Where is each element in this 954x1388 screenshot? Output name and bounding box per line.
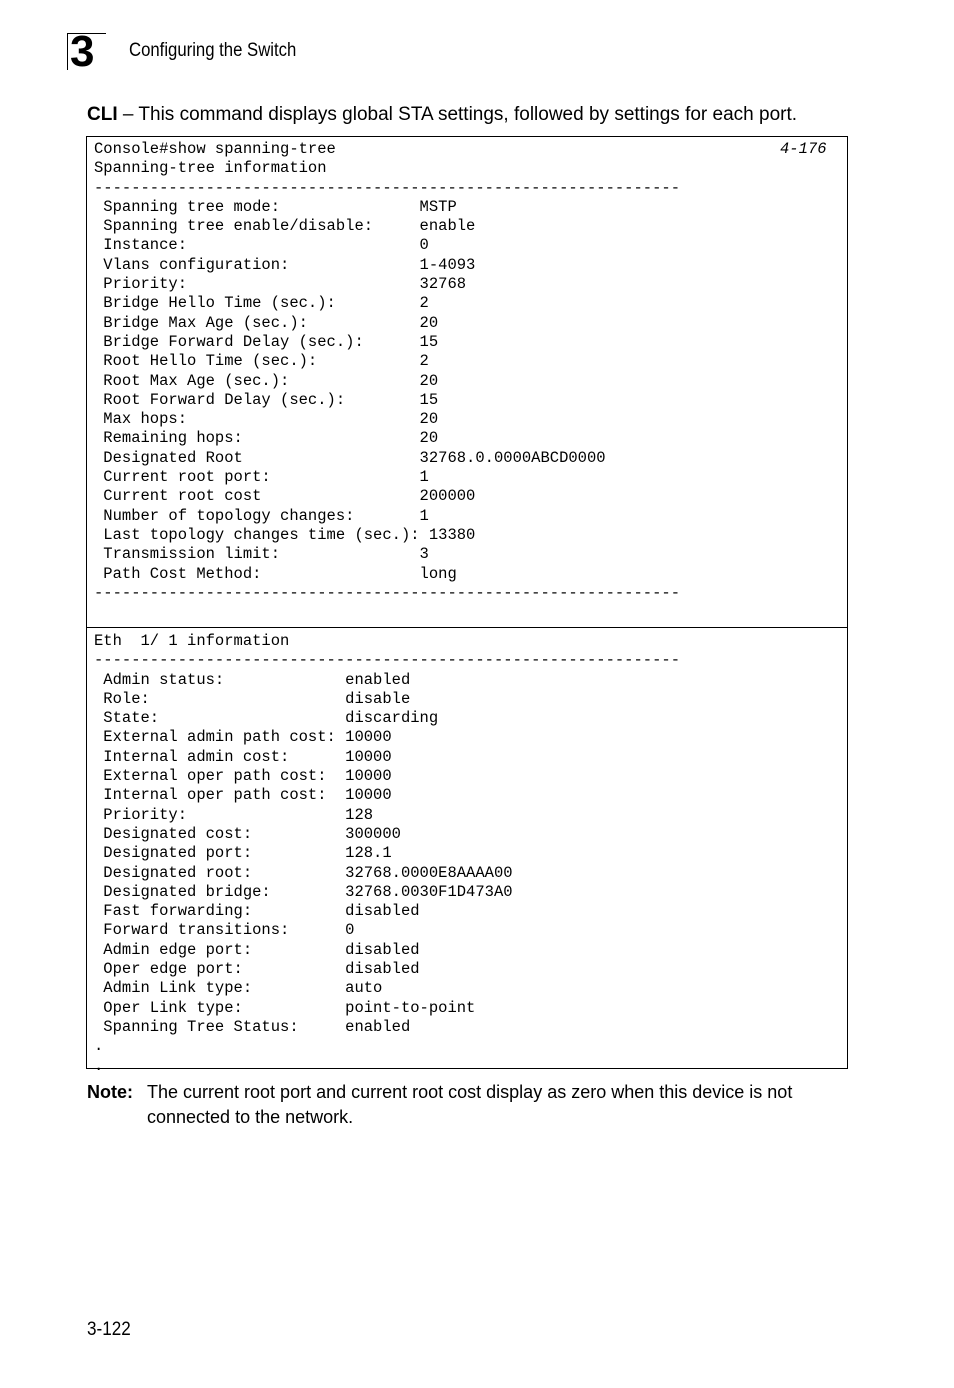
cli-section-divider: [86, 627, 848, 628]
command-reference: 4-176: [780, 140, 827, 158]
cli-global-output: Console#show spanning-tree Spanning-tree information --------------------------------------------------------------- Spanning tree mode: MSTP Spanning tree enable/disable: enable Instance: 0 Vlans configuration: 1-4093 Priority: 32768 Bridge Hello Time (sec.): 2 Bridge Max Age (sec.): 20 Bridge Forward Delay (sec.): 15 Root Hello Time (sec.): 2 Root Max Age (sec.): 20 Root Forward Delay (sec.): 15 Max hops: 20 Remaining hops: 20 Designated Root 32768.0.0000ABCD0000 Current root port: 1 Current root cost 200000 Number of topology changes: 1 Last topology changes time (sec.): 13380 Transmission limit: 3 Path Cost Method: long ---------------------------------------------------------------: [94, 140, 680, 602]
running-header-title: Configuring the Switch: [129, 40, 297, 61]
cli-port-output: Eth 1/ 1 information --------------------------------------------------------------- Admin status: enabled Role: disable State: discarding External admin path cost: 10000 Internal admin cost: 10000 External oper path cost: 10000 Internal oper path cost: 10000 Priority: 128 Designated cost: 300000 Designated port: 128.1 Designated root: 32768.0000E8AAAA00 Designated bridge: 32768.0030F1D473A0 Fast forwarding: disabled Forward transitions: 0 Admin edge port: disabled Oper edge port: disabled Admin Link type: auto Oper Link type: point-to-point Spanning Tree Status: enabled . .: [94, 632, 680, 1075]
page-number: 3-122: [87, 1319, 131, 1340]
intro-label: CLI: [87, 104, 118, 125]
intro-paragraph: [87, 103, 797, 127]
intro-text: – This command displays global STA settings, followed by settings for each port.: [117, 104, 798, 125]
note-text: The current root port and current root cost display as zero when this device is not connected to the network.: [147, 1082, 793, 1127]
chapter-number: 3: [70, 27, 95, 76]
note-label: Note:: [87, 1082, 133, 1102]
